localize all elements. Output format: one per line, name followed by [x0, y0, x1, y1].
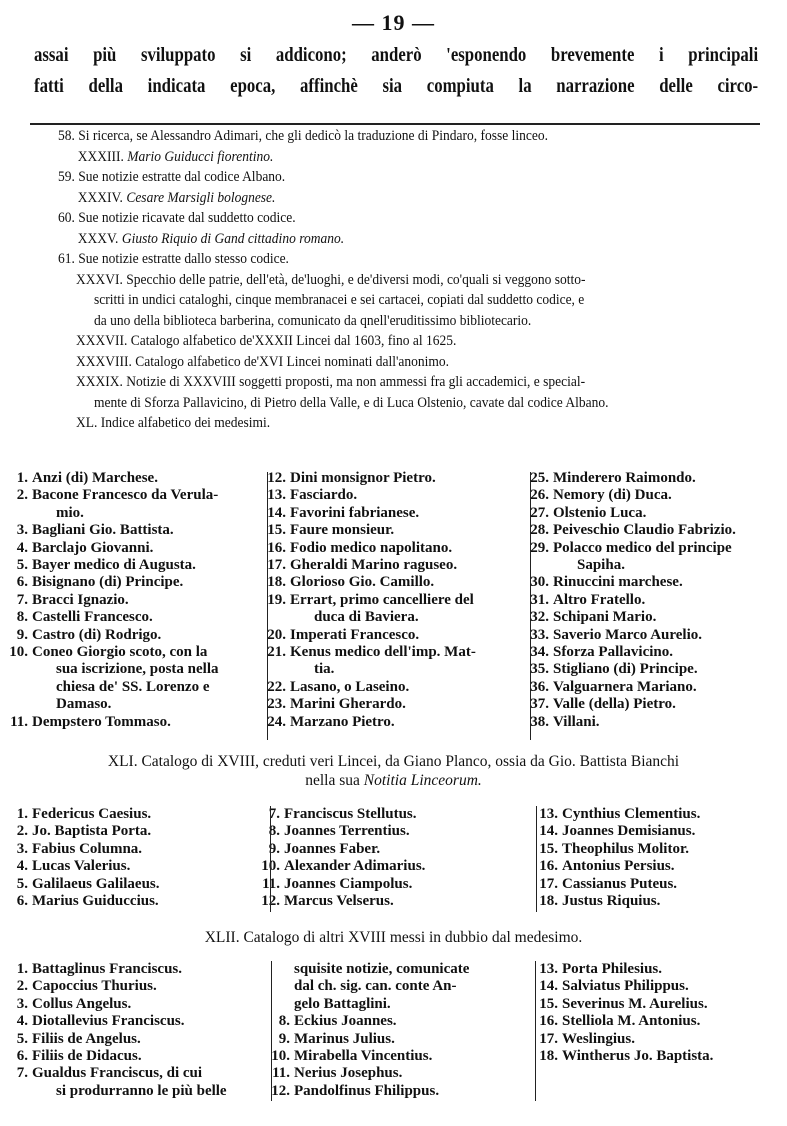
item-number: 32. [530, 609, 549, 626]
list-item [521, 540, 736, 575]
item-number: 3. [16, 522, 28, 539]
list-item [0, 858, 160, 875]
item-text: Bracci Ignazio. [32, 591, 129, 608]
list-item [521, 609, 736, 626]
item-text: squisite notizie, comunicate [294, 961, 470, 977]
list-item [530, 858, 700, 875]
item-number: 8. [16, 609, 28, 626]
item-number: 21. [267, 644, 286, 661]
footnote-line: 60. Sue notizie ricavate dal suddetto codice. [58, 210, 296, 226]
list-item [0, 978, 227, 995]
list-item [262, 961, 469, 1013]
item-number: 1. [16, 806, 28, 822]
item-text: Favorini fabrianese. [290, 504, 420, 521]
item-number: 11. [10, 713, 28, 730]
list-item [0, 996, 227, 1013]
item-number: 8. [268, 823, 280, 840]
body-text [34, 40, 758, 102]
item-text: Antonius Persius. [562, 858, 675, 875]
item-text: Sforza Pallavicino. [553, 644, 673, 661]
item-number: 18. [539, 1048, 558, 1065]
list-item [252, 841, 425, 858]
item-number: 12. [271, 1082, 290, 1099]
list-item [521, 592, 736, 609]
item-number: 27. [530, 504, 549, 521]
item-number: 20. [267, 626, 286, 643]
footnote-line: XXXVIII. Catalogo alfabetico de'XVI Lincei nominati dall'anonimo. [76, 353, 450, 370]
list-item [262, 1048, 469, 1065]
list-item [530, 1048, 713, 1065]
roman-label: XXXIV. [77, 189, 123, 206]
footnotes [58, 126, 670, 434]
item-number: 6. [16, 1048, 28, 1065]
list-item [0, 893, 160, 910]
item-text: Valguarnera Mariano. [553, 678, 697, 695]
footnote-line [58, 229, 608, 250]
column-divider [536, 806, 537, 912]
item-text: Castro (di) Rodrigo. [32, 626, 162, 643]
footnote-line: XXXIX. Notizie di XXXVIII soggetti proposti, ma non ammessi fra gli accademici, e special- [76, 374, 586, 390]
item-text: Filiis de Didacus. [32, 1048, 142, 1065]
list-item [521, 487, 736, 504]
item-number: 13. [539, 961, 558, 977]
item-text: Sapiha. [577, 557, 625, 574]
list-item [0, 1031, 227, 1048]
catalog-table-xlii [0, 961, 787, 1106]
item-text: Rinuccini marchese. [553, 574, 683, 591]
italic-name: Cesare Marsigli bolognese. [126, 189, 276, 206]
list-item [0, 961, 227, 978]
item-number: 18. [539, 893, 558, 910]
item-text: Severinus M. Aurelius. [562, 995, 708, 1012]
footnote-line: 61. Sue notizie estratte dallo stesso codice. [58, 251, 289, 267]
item-text: Stigliano (di) Principe. [553, 661, 698, 678]
item-number: 34. [530, 644, 549, 661]
item-number: 3. [16, 995, 28, 1012]
item-number: 16. [539, 1013, 558, 1030]
item-number: 18. [267, 574, 286, 591]
page-number: — 19 — [352, 10, 435, 35]
list-item [0, 841, 160, 858]
item-number: 6. [16, 574, 28, 591]
item-number: 14. [267, 504, 286, 521]
caption-line [0, 771, 787, 790]
item-number: 13. [267, 487, 286, 504]
item-text: Alexander Adimarius. [284, 858, 426, 875]
italic-name: Mario Guiducci fiorentino. [127, 148, 274, 165]
item-number: 16. [539, 858, 558, 875]
footnote-line: scritti in undici cataloghi, cinque membranacei e sei cartacei, copiati dal suddetto codice, e [94, 292, 585, 308]
item-text: si produrranno le più belle [56, 1082, 227, 1099]
catalog-table-xli [0, 806, 787, 916]
list-item [258, 644, 476, 679]
list-item [0, 574, 219, 591]
list-item [258, 627, 476, 644]
list-item [252, 858, 425, 875]
column-divider [535, 961, 536, 1101]
list-item [0, 487, 219, 522]
item-number: 11. [262, 875, 280, 892]
list-item [0, 714, 219, 731]
item-number: 16. [267, 539, 286, 556]
item-text: Nerius Josephus. [294, 1065, 403, 1082]
item-text: Schipani Mario. [553, 609, 657, 626]
item-text: Marcus Velserus. [284, 893, 394, 910]
footnote-line [58, 147, 608, 168]
item-text: Mirabella Vincentius. [294, 1048, 433, 1065]
table-column [0, 806, 160, 910]
item-text: Weslingius. [562, 1030, 635, 1047]
list-item [521, 505, 736, 522]
item-number: 17. [267, 557, 286, 574]
item-number: 4. [16, 1013, 28, 1030]
footnote-line: XXXVI. Specchio delle patrie, dell'età, de'luoghi, e de'diversi modi, co'quali si veggono sotto- [76, 271, 586, 288]
item-text: Kenus medico dell'imp. Mat- [290, 644, 476, 661]
item-text: Gualdus Franciscus, di cui [32, 1065, 203, 1082]
item-text: Stelliola M. Antonius. [562, 1013, 701, 1030]
item-number: 25. [530, 470, 549, 486]
list-item [258, 487, 476, 504]
item-text: tia. [314, 661, 335, 678]
item-number: 2. [16, 487, 28, 504]
item-text: Errart, primo cancelliere del [290, 591, 474, 608]
item-text: Collus Angelus. [32, 995, 132, 1012]
item-text: Marius Guiduccius. [32, 893, 159, 910]
italic-name: Giusto Riquio di Gand cittadino romano. [121, 230, 345, 247]
item-number: 30. [530, 574, 549, 591]
list-item [258, 574, 476, 591]
list-item [0, 540, 219, 557]
table-column [262, 961, 469, 1100]
item-text: Cynthius Clementius. [562, 806, 701, 822]
item-text: Fabius Columna. [32, 840, 143, 857]
list-item [521, 574, 736, 591]
item-number: 7. [16, 1065, 28, 1082]
item-text: Salviatus Philippus. [562, 978, 689, 995]
item-number: 10. [261, 858, 280, 875]
list-item [262, 1083, 469, 1100]
item-text: Saverio Marco Aurelio. [553, 626, 703, 643]
list-item [258, 505, 476, 522]
item-text: duca di Baviera. [314, 609, 419, 626]
list-item [258, 592, 476, 627]
list-item [521, 470, 736, 487]
item-text: Marini Gherardo. [290, 696, 406, 713]
list-item [262, 1013, 469, 1030]
item-number: 1. [16, 470, 28, 486]
item-number: 19. [267, 591, 286, 608]
item-text: chiesa de' SS. Lorenzo e [56, 678, 210, 695]
footnote-line: XXXVII. Catalogo alfabetico de'XXXII Lincei dal 1603, fino al 1625. [76, 333, 457, 349]
item-text: Wintherus Jo. Baptista. [562, 1048, 714, 1065]
body-line: fatti della indicata epoca, affinchè sia compiuta la narrazione delle circo- [34, 76, 759, 97]
list-item [530, 1031, 713, 1048]
item-number: 15. [267, 522, 286, 539]
list-item [0, 627, 219, 644]
caption-text: nella sua [305, 772, 360, 789]
item-text: Barclajo Giovanni. [32, 539, 154, 556]
item-text: Bacone Francesco da Verula- [32, 487, 219, 504]
item-number: 5. [16, 557, 28, 574]
column-divider [271, 961, 272, 1101]
item-number: 14. [539, 978, 558, 995]
item-text: Fodio medico napolitano. [290, 539, 453, 556]
item-text: mio. [56, 504, 84, 521]
item-number: 2. [16, 978, 28, 995]
list-item [262, 1065, 469, 1082]
item-text: Imperati Francesco. [290, 626, 420, 643]
list-item [0, 609, 219, 626]
list-item [530, 893, 700, 910]
item-number: 33. [530, 626, 549, 643]
item-number: 4. [16, 539, 28, 556]
column-divider [530, 472, 531, 740]
table-column [252, 806, 425, 910]
item-number: 1. [16, 961, 28, 977]
item-text: Franciscus Stellutus. [284, 806, 417, 822]
list-item [521, 696, 736, 713]
item-number: 10. [9, 644, 28, 661]
item-number: 9. [16, 626, 28, 643]
item-number: 7. [268, 806, 280, 822]
item-text: Nemory (di) Duca. [553, 487, 672, 504]
table-column [258, 470, 476, 731]
item-text: Altro Fratello. [553, 591, 646, 608]
list-item [0, 1048, 227, 1065]
footnote-rule [30, 123, 760, 125]
list-item [0, 592, 219, 609]
item-text: gelo Battaglini. [294, 995, 391, 1012]
item-text: Fasciardo. [290, 487, 358, 504]
item-number: 17. [539, 875, 558, 892]
list-item [252, 893, 425, 910]
item-number: 14. [539, 823, 558, 840]
item-number: 13. [539, 806, 558, 822]
table-column [0, 961, 227, 1100]
list-item [0, 823, 160, 840]
footnote-line: 59. Sue notizie estratte dal codice Albano. [58, 169, 286, 185]
item-number: 11. [272, 1065, 290, 1082]
item-number: 24. [267, 713, 286, 730]
item-text: Justus Riquius. [562, 893, 661, 910]
item-text: Lasano, o Laseino. [290, 678, 410, 695]
list-item [0, 1065, 227, 1100]
item-text: Bagliani Gio. Battista. [32, 522, 174, 539]
list-item [252, 823, 425, 840]
table-column [521, 470, 736, 731]
item-number: 12. [267, 470, 286, 486]
footnote-line: 58. Si ricerca, se Alessandro Adimari, che gli dedicò la traduzione di Pindaro, fosse linceo. [58, 128, 548, 144]
footnote-line: XL. Indice alfabetico dei medesimi. [76, 415, 271, 431]
item-text: Dini monsignor Pietro. [290, 470, 436, 486]
list-item [530, 961, 713, 978]
item-text: Capoccius Thurius. [32, 978, 157, 995]
item-number: 10. [271, 1048, 290, 1065]
item-number: 36. [530, 678, 549, 695]
footnote-line [58, 188, 608, 209]
list-item [0, 806, 160, 823]
item-text: Dempstero Tommaso. [32, 713, 171, 730]
item-number: 22. [267, 678, 286, 695]
item-text: Lucas Valerius. [32, 858, 131, 875]
column-divider [267, 472, 268, 740]
item-text: Galilaeus Galilaeus. [32, 875, 160, 892]
item-number: 26. [530, 487, 549, 504]
item-text: Eckius Joannes. [294, 1013, 397, 1030]
list-item [0, 876, 160, 893]
footnote-line: mente di Sforza Pallavicino, di Pietro della Valle, e di Luca Olstenio, cavate dal codice Albano. [94, 394, 609, 411]
item-text: Joannes Demisianus. [562, 823, 696, 840]
roman-label: XXXV. [77, 230, 119, 247]
item-text: Damaso. [56, 696, 112, 713]
item-number: 9. [278, 1030, 290, 1047]
list-item [521, 522, 736, 539]
item-number: 28. [530, 522, 549, 539]
caption-catalog-xlii [0, 928, 787, 947]
item-text: dal ch. sig. can. conte An- [294, 978, 457, 995]
item-number: 17. [539, 1030, 558, 1047]
item-text: Glorioso Gio. Camillo. [290, 574, 435, 591]
item-text: Joannes Terrentius. [284, 823, 410, 840]
item-text: Peiveschio Claudio Fabrizio. [553, 522, 736, 539]
item-number: 12. [261, 893, 280, 910]
list-item [0, 557, 219, 574]
list-item [258, 714, 476, 731]
item-number: 8. [278, 1013, 290, 1030]
item-text: Joannes Faber. [284, 840, 381, 857]
item-text: Valle (della) Pietro. [553, 696, 676, 713]
list-item [530, 996, 713, 1013]
item-text: Joannes Ciampolus. [284, 875, 413, 892]
list-item [258, 557, 476, 574]
item-text: Villani. [553, 713, 600, 730]
item-text: Bayer medico di Augusta. [32, 557, 196, 574]
caption-italic: Notitia Linceorum. [363, 772, 482, 789]
item-text: Marinus Julius. [294, 1030, 395, 1047]
item-text: Theophilus Molitor. [562, 840, 689, 857]
item-text: Diotallevius Franciscus. [32, 1013, 185, 1030]
list-item [530, 841, 700, 858]
item-number: 31. [530, 591, 549, 608]
list-item [530, 1013, 713, 1030]
item-number: 15. [539, 840, 558, 857]
item-number: 9. [268, 840, 280, 857]
list-item [258, 696, 476, 713]
item-number: 5. [16, 875, 28, 892]
item-text: Bisignano (di) Principe. [32, 574, 184, 591]
item-text: Gheraldi Marino raguseo. [290, 557, 458, 574]
list-item [252, 876, 425, 893]
table-column [530, 806, 700, 910]
item-text: Coneo Giorgio scoto, con la [32, 644, 208, 661]
item-number: 5. [16, 1030, 28, 1047]
item-text: Castelli Francesco. [32, 609, 153, 626]
item-text: Olstenio Luca. [553, 504, 647, 521]
footnote-line: da uno della biblioteca barberina, comunicato da qnell'eruditissimo bibliotecario. [94, 312, 532, 329]
item-text: Anzi (di) Marchese. [32, 470, 158, 486]
list-item [521, 679, 736, 696]
list-item [521, 644, 736, 661]
item-text: Filiis de Angelus. [32, 1030, 141, 1047]
item-text: Jo. Baptista Porta. [32, 823, 152, 840]
list-item [258, 470, 476, 487]
body-line: assai più sviluppato si addicono; anderò 'esponendo brevemente i principali [34, 45, 759, 66]
list-item [0, 470, 219, 487]
list-item [258, 522, 476, 539]
roman-label: XXXIII. [77, 148, 124, 165]
table-column [530, 961, 713, 1065]
list-item [530, 806, 700, 823]
item-text: sua iscrizione, posta nella [56, 661, 219, 678]
list-item [258, 540, 476, 557]
item-number: 3. [16, 840, 28, 857]
item-text: Porta Philesius. [562, 961, 662, 977]
item-text: Pandolfinus Fhilippus. [294, 1082, 440, 1099]
list-item [521, 661, 736, 678]
list-item [262, 1031, 469, 1048]
item-number: 35. [530, 661, 549, 678]
item-number: 29. [530, 539, 549, 556]
column-divider [270, 806, 271, 912]
table-column [0, 470, 219, 731]
list-item [0, 1013, 227, 1030]
list-item [0, 522, 219, 539]
list-item [530, 823, 700, 840]
index-table-lincei [0, 470, 787, 740]
list-item [252, 806, 425, 823]
caption-catalog-xli [0, 752, 787, 790]
item-number: 23. [267, 696, 286, 713]
list-item [0, 644, 219, 714]
item-text: Minderero Raimondo. [553, 470, 696, 486]
caption-line: XLI. Catalogo di XVIII, creduti veri Lincei, da Giano Planco, ossia da Gio. Battista Bianchi [107, 753, 680, 770]
item-number: 7. [16, 591, 28, 608]
item-text: Federicus Caesius. [32, 806, 152, 822]
list-item [530, 876, 700, 893]
item-text: Polacco medico del principe [553, 539, 732, 556]
item-text: Faure monsieur. [290, 522, 395, 539]
item-number: 15. [539, 995, 558, 1012]
item-text: Marzano Pietro. [290, 713, 395, 730]
item-number: 38. [530, 713, 549, 730]
caption-line: XLII. Catalogo di altri XVIII messi in dubbio dal medesimo. [204, 929, 583, 946]
item-number: 4. [16, 858, 28, 875]
item-number: 6. [16, 893, 28, 910]
item-number: 37. [530, 696, 549, 713]
item-text: Battaglinus Franciscus. [32, 961, 183, 977]
list-item [530, 978, 713, 995]
item-number: 2. [16, 823, 28, 840]
list-item [521, 714, 736, 731]
list-item [521, 627, 736, 644]
item-text: Cassianus Puteus. [562, 875, 678, 892]
list-item [258, 679, 476, 696]
